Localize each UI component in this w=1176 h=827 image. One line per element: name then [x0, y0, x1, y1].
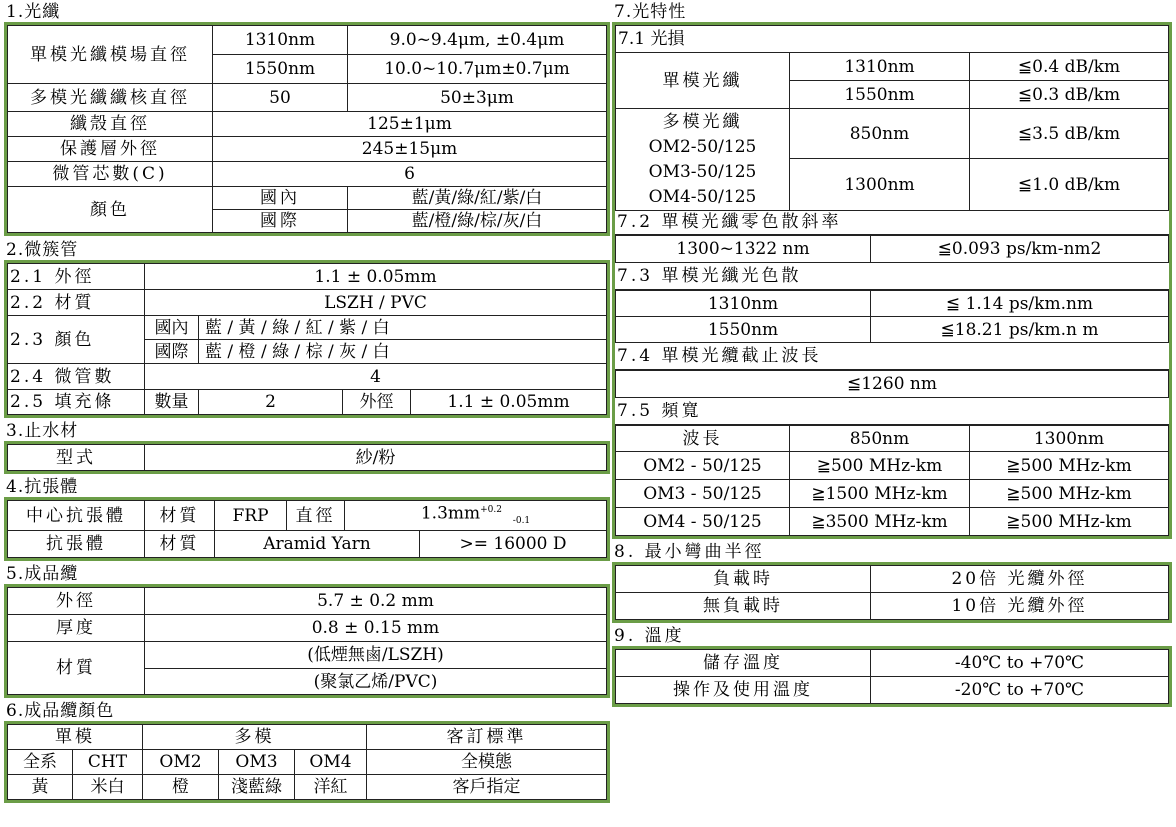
waterblock-table-box: [4, 441, 610, 474]
section-title-temperature: 9. 溫度: [614, 626, 685, 646]
fiber-table-box: [4, 22, 610, 236]
color-domestic-value: 藍/黃/綠/紅/紫/白: [348, 187, 607, 210]
cable-thickness-label: 厚度: [8, 615, 145, 642]
strength-material-label: 材質: [145, 531, 215, 558]
cable-material-value-1: (低煙無鹵/LSZH): [145, 642, 607, 669]
microtube-material-label: 2.2 材質: [8, 290, 145, 316]
bandwidth-cell: ≧3500 MHz-km: [790, 508, 970, 536]
waterblock-type-label: 型式: [8, 445, 145, 471]
temp-operating-label: 操作及使用溫度: [616, 677, 871, 704]
cd-1310-value: ≦ 1.14 ps/km.nm: [871, 291, 1169, 317]
waterblock-type-value: 紗/粉: [145, 445, 607, 471]
bandwidth-cell: ≧500 MHz-km: [790, 452, 970, 480]
cd-1550: 1550nm: [616, 317, 871, 343]
chromatic-dispersion-title: 7.3 單模光纖光色散: [615, 263, 1169, 290]
microtube-color-domestic-value: 藍 / 黃 / 綠 / 紅 / 紫 / 白: [199, 316, 607, 340]
microtube-table: [7, 263, 607, 415]
mm-fiber-cell: [616, 109, 790, 211]
temp-storage-value: -40℃ to +70℃: [871, 650, 1169, 677]
microtube-color-domestic-label: 國內: [145, 316, 199, 340]
mfd-1550: 1550nm: [213, 55, 348, 84]
microtube-od-value: 1.1 ± 0.05mm: [145, 264, 607, 290]
cable-table: [7, 587, 607, 695]
mm-1300-value: ≦1.0 dB/km: [970, 159, 1169, 211]
color-value-cell: 淺藍綠: [219, 775, 295, 800]
om2-label: OM2-50/125: [648, 136, 757, 157]
tolerance-plus: +0.2: [480, 505, 502, 515]
color-intl-value: 藍/橙/綠/棕/灰/白: [348, 210, 607, 233]
om3-label: OM3-50/125: [648, 161, 757, 182]
color-value-cell: 米白: [73, 775, 143, 800]
microtube-count-value: 4: [145, 364, 607, 390]
mm-850: 850nm: [790, 109, 970, 159]
cable-od-label: 外徑: [8, 588, 145, 615]
bandwidth-cell: OM4 - 50/125: [616, 508, 790, 536]
fiber-table: [7, 25, 607, 233]
bandwidth-cell: OM2 - 50/125: [616, 452, 790, 480]
color-type-cell: CHT: [73, 750, 143, 775]
zero-dispersion-table: [615, 235, 1169, 263]
chromatic-dispersion-table: [615, 290, 1169, 343]
color-value-cell: 黃: [8, 775, 73, 800]
coat-label: 保護層外徑: [8, 137, 213, 162]
count-label: 微管芯數(C): [8, 162, 213, 187]
color-header-custom: 客訂標準: [367, 725, 607, 750]
color-value-cell: 橙: [143, 775, 219, 800]
central-material-label: 材質: [145, 501, 215, 531]
bend-noload-value: 10倍 光纜外徑: [871, 593, 1169, 620]
temp-operating-value: -20℃ to +70℃: [871, 677, 1169, 704]
count-value: 6: [213, 162, 607, 187]
optical-table-box: [612, 22, 1172, 539]
cable-thickness-value: 0.8 ± 0.15 mm: [145, 615, 607, 642]
cable-color-table: [7, 724, 607, 800]
left-column: [4, 0, 610, 803]
cable-od-value: 5.7 ± 0.2 mm: [145, 588, 607, 615]
sm-fiber-label: 單模光纖: [616, 53, 790, 109]
color-type-cell: OM2: [143, 750, 219, 775]
strength-table-box: [4, 497, 610, 561]
clad-value: 125±1μm: [213, 112, 607, 137]
color-intl-label: 國際: [213, 210, 348, 233]
bandwidth-cell: ≧500 MHz-km: [970, 508, 1169, 536]
bandwidth-title: 7.5 頻寬: [615, 398, 1169, 425]
bandwidth-cell: ≧500 MHz-km: [970, 480, 1169, 508]
strength-material-value: Aramid Yarn: [215, 531, 420, 558]
strength-member-label: 抗張體: [8, 531, 145, 558]
mfd-1550-value: 10.0~10.7μm±0.7μm: [348, 55, 607, 84]
section-title-bend: 8. 最小彎曲半徑: [614, 542, 765, 562]
section-title-cable-color: 6.成品纜顏色: [6, 701, 115, 722]
sm-1310-value: ≦0.4 dB/km: [970, 53, 1169, 81]
section-title-microtube: 2.微簇管: [6, 240, 79, 260]
waterblock-table: [7, 444, 607, 471]
om4-label: OM4-50/125: [648, 186, 757, 207]
section-title-waterblock: 3.止水材: [6, 421, 79, 441]
bandwidth-cell: ≧1500 MHz-km: [790, 480, 970, 508]
microtube-color-label: 2.3 顏色: [8, 316, 145, 364]
core-b: 50±3μm: [348, 84, 607, 112]
central-member-label: 中心抗張體: [8, 501, 145, 531]
microtube-table-box: [4, 260, 610, 418]
core-a: 50: [213, 84, 348, 112]
clad-label: 纖殼直徑: [8, 112, 213, 137]
central-material-value: FRP: [215, 501, 287, 531]
sm-1310: 1310nm: [790, 53, 970, 81]
microtube-color-intl-label: 國際: [145, 340, 199, 364]
bandwidth-header-cell: 850nm: [790, 426, 970, 452]
color-value-cell: 客戶指定: [367, 775, 607, 800]
filler-qty-label: 數量: [145, 390, 199, 415]
bandwidth-header-cell: 1300nm: [970, 426, 1169, 452]
cable-table-box: [4, 584, 610, 698]
bend-load-value: 20倍 光纜外徑: [871, 566, 1169, 593]
bandwidth-cell: OM3 - 50/125: [616, 480, 790, 508]
mfd-label: 單模光纖模場直徑: [8, 26, 213, 84]
color-type-cell: 全系: [8, 750, 73, 775]
bandwidth-cell: ≧500 MHz-km: [970, 452, 1169, 480]
cd-1550-value: ≦18.21 ps/km.n m: [871, 317, 1169, 343]
central-diameter-cell: [345, 501, 607, 531]
color-header-single-mode: 單模: [8, 725, 143, 750]
mm-fiber-label: 多模光纖: [662, 111, 743, 132]
central-diameter-value: 1.3mm: [420, 503, 481, 524]
mfd-1310: 1310nm: [213, 26, 348, 55]
section-title-cable: 5.成品纜: [6, 564, 79, 585]
temp-storage-label: 儲存溫度: [616, 650, 871, 677]
filler-qty-value: 2: [199, 390, 343, 415]
sm-1550-value: ≦0.3 dB/km: [970, 81, 1169, 109]
bend-table-box: [612, 562, 1172, 623]
color-label: 顏色: [8, 187, 213, 233]
temperature-table: [615, 649, 1169, 704]
mm-850-value: ≦3.5 dB/km: [970, 109, 1169, 159]
mfd-1310-value: 9.0~9.4μm, ±0.4μm: [348, 26, 607, 55]
tolerance-minus: -0.1: [512, 516, 531, 527]
section-title-strength: 4.抗張體: [6, 477, 79, 497]
zero-dispersion-range: 1300~1322 nm: [616, 236, 871, 263]
color-type-cell: OM4: [295, 750, 367, 775]
temperature-table-box: [612, 646, 1172, 707]
bend-table: [615, 565, 1169, 620]
microtube-count-label: 2.4 微管數: [8, 364, 145, 390]
filler-od-value: 1.1 ± 0.05mm: [411, 390, 607, 415]
color-header-multi-mode: 多模: [143, 725, 367, 750]
bend-noload-label: 無負載時: [616, 593, 871, 620]
zero-dispersion-value: ≦0.093 ps/km-nm2: [871, 236, 1169, 263]
cutoff-title: 7.4 單模光纜截止波長: [615, 343, 1169, 370]
cable-material-label: 材質: [8, 642, 145, 695]
color-type-cell: OM3: [219, 750, 295, 775]
filler-label: 2.5 填充條: [8, 390, 145, 415]
filler-od-label: 外徑: [343, 390, 411, 415]
cable-color-table-box: [4, 721, 610, 803]
bandwidth-header-cell: 波長: [616, 426, 790, 452]
central-diameter-label: 直徑: [287, 501, 345, 531]
microtube-material-value: LSZH / PVC: [145, 290, 607, 316]
optical-table: [615, 25, 1169, 211]
right-column: [612, 0, 1172, 707]
sm-1550: 1550nm: [790, 81, 970, 109]
bend-load-label: 負載時: [616, 566, 871, 593]
color-domestic-label: 國內: [213, 187, 348, 210]
section-title-fiber: 1.光纖: [6, 2, 61, 22]
mm-1300: 1300nm: [790, 159, 970, 211]
cd-1310: 1310nm: [616, 291, 871, 317]
cutoff-table: [615, 370, 1169, 398]
coat-value: 245±15μm: [213, 137, 607, 162]
microtube-color-intl-value: 藍 / 橙 / 綠 / 棕 / 灰 / 白: [199, 340, 607, 364]
loss-title: 7.1 光損: [616, 26, 1169, 53]
microtube-od-label: 2.1 外徑: [8, 264, 145, 290]
strength-table: [7, 500, 607, 558]
color-value-cell: 洋紅: [295, 775, 367, 800]
cutoff-value: ≦1260 nm: [616, 371, 1169, 398]
strength-denier-value: >= 16000 D: [420, 531, 607, 558]
cable-material-value-2: (聚氯乙烯/PVC): [145, 669, 607, 695]
color-type-cell: 全模態: [367, 750, 607, 775]
core-label: 多模光纖纖核直徑: [8, 84, 213, 112]
zero-dispersion-title: 7.2 單模光纖零色散斜率: [615, 211, 1169, 235]
bandwidth-table: [615, 425, 1169, 536]
section-title-optical: 7.光特性: [614, 2, 687, 22]
